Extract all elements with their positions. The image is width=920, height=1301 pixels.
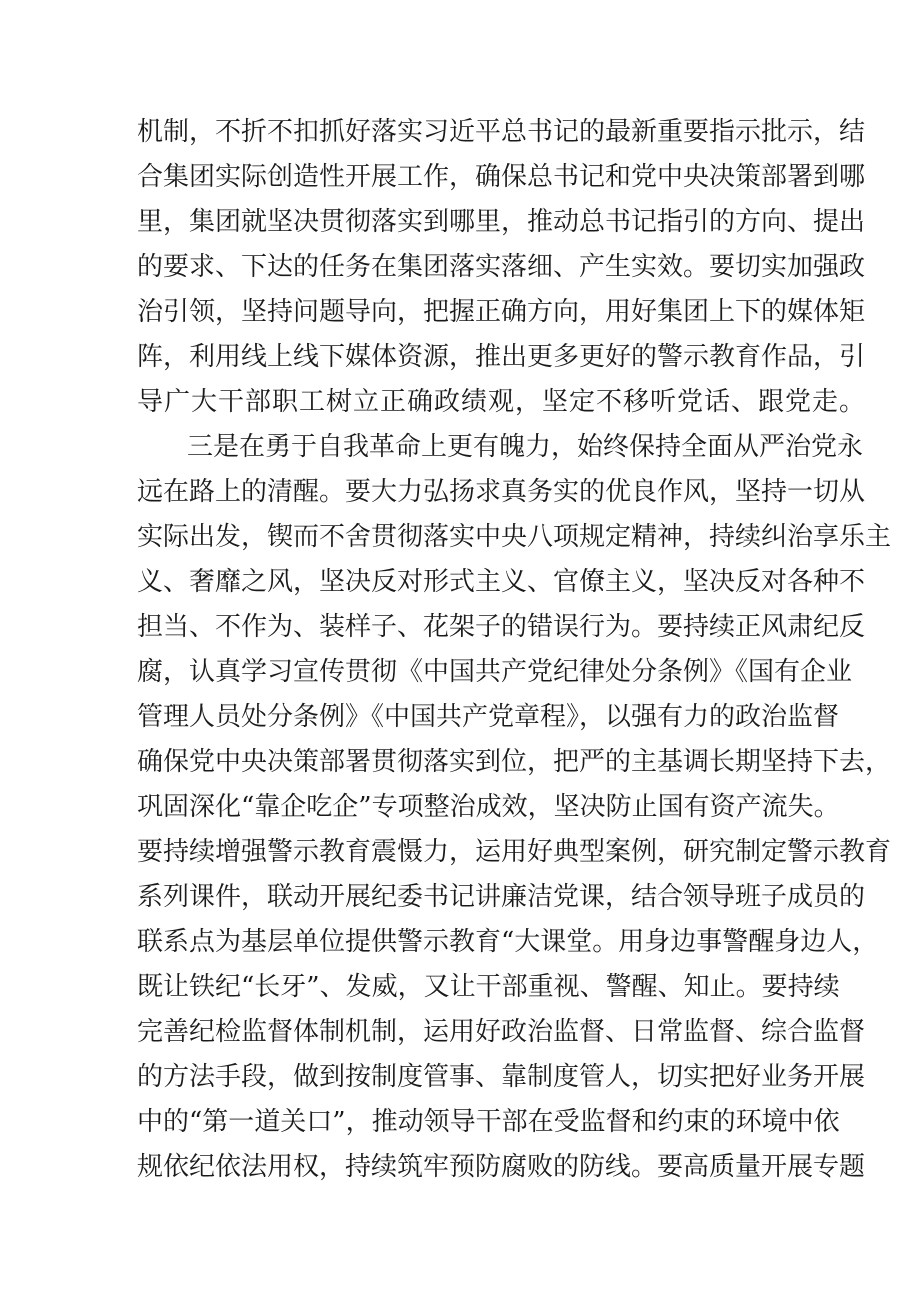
paragraph-last-line: 导广大干部职工树立正确政绩观，坚定不移听党话、跟党走。	[137, 387, 867, 417]
text-line: 规依纪依法用权，持续筑牢预防腐败的防线。要高质量开展专题	[137, 1152, 866, 1182]
text-line: 联系点为基层单位提供警示教育“大课堂。用身边事警醒身边人，	[137, 927, 879, 957]
text-line: 的方法手段，做到按制度管事、靠制度管人，切实把好业务开展	[137, 1062, 866, 1092]
text-line: 巩固深化“靠企吃企”专项整治成效，坚决防止国有资产流失。	[137, 792, 840, 822]
text-line: 机制，不折不扣抓好落实习近平总书记的最新重要指示批示，结	[137, 117, 866, 147]
text-line: 阵，利用线上线下媒体资源，推出更多更好的警示教育作品，引	[137, 342, 866, 372]
text-line: 里，集团就坚决贯彻落实到哪里，推动总书记指引的方向、提出	[137, 207, 866, 237]
text-line: 确保党中央决策部署贯彻落实到位，把严的主基调长期坚持下去，	[137, 747, 892, 777]
text-line: 治引领，坚持问题导向，把握正确方向，用好集团上下的媒体矩	[137, 297, 866, 327]
text-line: 中的“第一道关口”，推动领导干部在受监督和约束的环境中依	[137, 1107, 840, 1137]
text-line: 要持续增强警示教育震慑力，运用好典型案例，研究制定警示教育	[137, 837, 892, 867]
text-line: 实际出发，锲而不舍贯彻落实中央八项规定精神，持续纠治享乐主	[137, 522, 892, 552]
paragraph-first-line: 三是在勇于自我革命上更有魄力，始终保持全面从严治党永	[187, 432, 864, 462]
text-line: 义、奢靡之风，坚决反对形式主义、官僚主义，坚决反对各种不	[137, 567, 866, 597]
text-line: 合集团实际创造性开展工作，确保总书记和党中央决策部署到哪	[137, 162, 866, 192]
text-line: 完善纪检监督体制机制，运用好政治监督、日常监督、综合监督	[137, 1017, 866, 1047]
text-line: 既让铁纪“长牙”、发威，又让干部重视、警醒、知止。要持续	[137, 972, 840, 1002]
text-line: 的要求、下达的任务在集团落实落细、产生实效。要切实加强政	[137, 252, 866, 282]
text-line: 管理人员处分条例》《中国共产党章程》，以强有力的政治监督	[137, 702, 840, 732]
text-line: 担当、不作为、装样子、花架子的错误行为。要持续正风肃纪反	[137, 612, 866, 642]
text-line: 系列课件，联动开展纪委书记讲廉洁党课，结合领导班子成员的	[137, 882, 866, 912]
text-line: 腐，认真学习宣传贯彻《中国共产党纪律处分条例》《国有企业	[137, 657, 853, 687]
text-line: 远在路上的清醒。要大力弘扬求真务实的优良作风，坚持一切从	[137, 477, 866, 507]
